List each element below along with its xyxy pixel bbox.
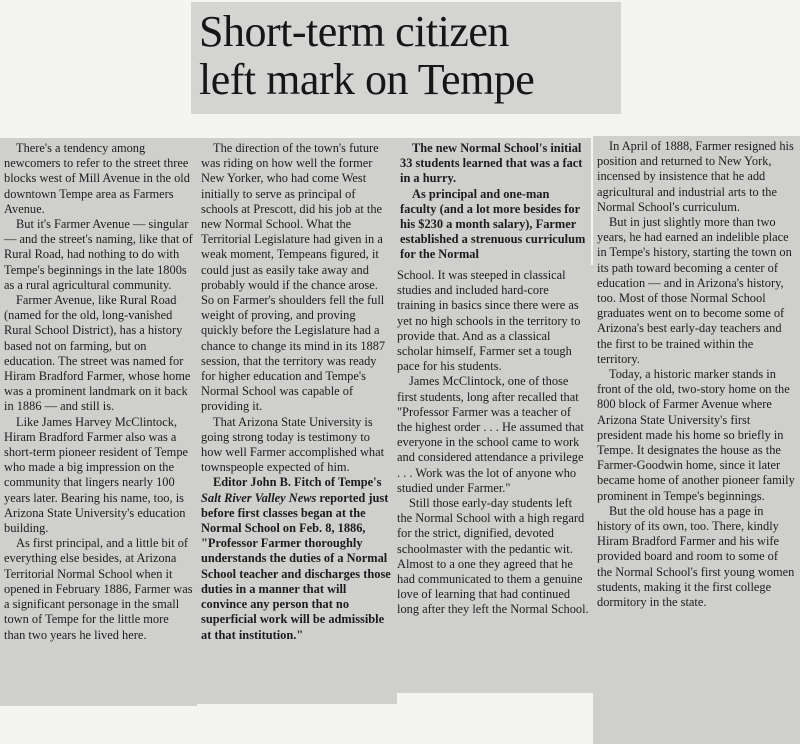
article-column-1 [0, 138, 197, 706]
paragraph-text: Editor John B. Fitch of Tempe's [213, 475, 382, 490]
paragraph: That Arizona State University is going strong today is testimony to how well Farmer accomplished what townspeople expected of him. [201, 414, 385, 475]
paragraph: School. It was steeped in classical studies and included hard-core training in basics since there were as yet no high schools in the territory to provide that. And as a classical scholar himself, Farmer set a tough pace for his students. [397, 268, 581, 374]
article-column-4 [593, 136, 800, 744]
paragraph: Farmer Avenue, like Rural Road (named for the old, long-vanished Rural School District), has a history based not on farming, but on education. The street was named for Hiram Bradford Farmer, whose home was a prominent landmark on it back in 1886 — and still is. [4, 293, 191, 414]
paragraph: As first principal, and a little bit of everything else besides, at Arizona Territorial Normal School when it opened in February 1886, Farmer was a significant personage in the small town of Tempe for the little more than two years he lived here. [4, 536, 193, 642]
article-headline [191, 2, 621, 114]
paragraph: The new Normal School's initial 33 students learned that was a fact in a hurry. [400, 141, 583, 186]
paragraph: In April of 1888, Farmer resigned his position and returned to New York, incensed by insistence that he add agricultural and industrial arts to the Normal School's curriculum. [597, 139, 794, 214]
paragraph: James McClintock, one of those first students, long after recalled that "Professor Farmer was a teacher of the highest order . . . He assumed that everyone in the school came to work and considered attendance a privilege . . . Work was the lot of anyone who studied under Farmer." [397, 374, 584, 495]
headline-line-1: Short-term citizen [199, 7, 509, 56]
article-column-2 [197, 138, 397, 704]
paragraph: But the old house has a page in history of its own, too. There, kindly Hiram Bradford Farmer and his wife provided board and room to some of the Normal School's first young women students, making it the first college dormitory in the state. [597, 503, 795, 610]
paragraph: But in just slightly more than two years, he had earned an indelible place in Tempe's history, starting the town on its path toward becoming a center of education — and in Arizona's history, too. Most of those Normal School graduates went on to become some of Arizona's best early-day teachers and the first to be trained within the territory. [597, 215, 792, 366]
paragraph: But it's Farmer Avenue — singular — and the street's naming, like that of Rural Road, had nothing to do with Tempe's beginnings in the late 1800s as a rural agricultural community. [4, 217, 193, 292]
paragraph: Today, a historic marker stands in front of the old, two-story home on the 800 block of Farmer Avenue where Arizona State University's first president made his home so briefly in Tempe. It designates the house as the Farmer-Goodwin home, since it later became home of another pioneer family prominent in Tempe's beginnings. [597, 367, 795, 503]
paragraph: As principal and one-man faculty (and a lot more besides for his $230 a month salary), Farmer established a strenuous curriculum for the Normal [400, 186, 586, 262]
paragraph: Like James Harvey McClintock, Hiram Bradford Farmer also was a short-term pioneer resident of Tempe who made a big impression on the community that lingers nearly 100 years later. Bearing his name, too, is Arizona State University's education building. [4, 414, 189, 536]
paragraph-quote [201, 475, 393, 642]
article-column-3-top [396, 138, 591, 265]
paragraph: There's a tendency among newcomers to refer to the street three blocks west of Mill Avenue in the old downtown Tempe area as Farmers Avenue. [4, 141, 190, 216]
newspaper-name: Salt River Valley News [201, 490, 317, 505]
headline-line-2: left mark on Tempe [199, 55, 535, 104]
paragraph: The direction of the town's future was riding on how well the former New Yorker, who had come West initially to serve as principal of schools at Prescott, did his job at the new Normal School. What the Territorial Legislature had given in a weak moment, Tempeans figured, it could just as easily take away and probably would if the chance arose. So on Farmer's shoulders fell the full weight of proving, and proving quickly before the Legislature had a chance to change its mind in its 1887 session, that the territory was ready for higher education and Tempe's Normal School was capable of providing it. [201, 141, 386, 414]
paragraph-text: reported just before first classes began at the Normal School on Feb. 8, 1886, "Professor Farmer thoroughly understands the duties of a Normal School teacher and discharges those duties in a manner that will convince any person that no superficial work will be admissible at that institution." [201, 490, 391, 642]
article-column-3-bottom [393, 265, 593, 693]
paragraph: Still those early-day students left the Normal School with a high regard for the strict, dignified, devoted schoolmaster with the pedantic wit. Almost to a one they agreed that he had communicated to them a genuine love of learning that had continued long after they left the Normal School. [397, 496, 589, 617]
